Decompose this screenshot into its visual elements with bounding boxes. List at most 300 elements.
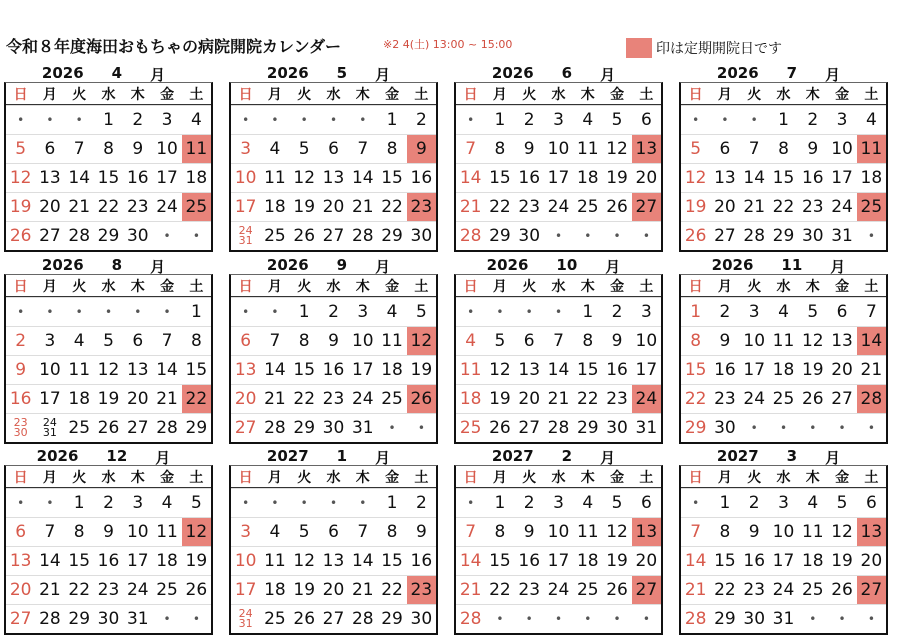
month-title — [444, 256, 663, 274]
month-title — [444, 447, 663, 465]
day-cell: 1 — [681, 297, 710, 326]
weekday-label: 土 — [182, 275, 211, 297]
day-cell: 16 — [602, 355, 631, 384]
day-cell: 14 — [348, 546, 377, 575]
day-cell: 1 — [182, 297, 211, 326]
day-cell: 13 — [319, 546, 348, 575]
day-cell: 11 — [573, 517, 602, 546]
day-cell: 8 — [485, 134, 514, 163]
day-cell: 9 — [798, 134, 827, 163]
day-cell: 22 — [573, 384, 602, 413]
day-cell: • — [681, 105, 710, 134]
month-title-month: 6 — [561, 64, 573, 82]
day-cell: 29 — [94, 221, 123, 250]
day-cell: 4 — [573, 488, 602, 517]
weekday-label: 月 — [35, 275, 64, 297]
day-cell: 11 — [152, 517, 181, 546]
day-cell: 6 — [231, 326, 260, 355]
day-cell: 23 — [798, 192, 827, 221]
day-cell: 19 — [602, 163, 631, 192]
day-cell: 27 — [710, 221, 739, 250]
day-cell: 23 — [515, 575, 544, 604]
day-cell: 27 — [231, 413, 260, 442]
day-cell: 25 — [769, 384, 798, 413]
open-day-cell: 28 — [857, 384, 886, 413]
day-cell: • — [544, 297, 573, 326]
day-cell: 20 — [710, 192, 739, 221]
month-calendar — [229, 256, 438, 444]
day-cell: • — [485, 604, 514, 633]
month-title-month_unit: 月 — [830, 258, 846, 276]
month-title-month_unit: 月 — [825, 449, 841, 467]
weekday-label: 土 — [632, 466, 661, 488]
month-day-grid — [454, 274, 663, 444]
day-cell: 22 — [377, 575, 406, 604]
day-cell: 8 — [65, 517, 94, 546]
day-cell: • — [290, 488, 319, 517]
day-cell: 14 — [348, 163, 377, 192]
day-cell: 17 — [544, 546, 573, 575]
weekday-label: 土 — [632, 83, 661, 105]
weekday-label: 月 — [35, 466, 64, 488]
weekday-label: 日 — [681, 466, 710, 488]
month-calendar — [4, 256, 213, 444]
day-cell: 7 — [348, 134, 377, 163]
day-cell: 22 — [769, 192, 798, 221]
day-cell: 17 — [231, 192, 260, 221]
day-cell: 30 — [740, 604, 769, 633]
weekday-label: 日 — [231, 83, 260, 105]
month-title-month: 8 — [111, 256, 123, 274]
day-cell: • — [632, 221, 661, 250]
day-cell: 18 — [798, 546, 827, 575]
day-cell: 15 — [377, 546, 406, 575]
day-cell: 10 — [348, 326, 377, 355]
day-cell: 17 — [769, 546, 798, 575]
day-cell: 21 — [544, 384, 573, 413]
weekday-label: 水 — [319, 466, 348, 488]
month-title — [0, 256, 213, 274]
day-cell: 21 — [681, 575, 710, 604]
day-cell: 3 — [231, 134, 260, 163]
weekday-label: 月 — [710, 83, 739, 105]
weekday-label: 金 — [377, 466, 406, 488]
day-cell: • — [348, 488, 377, 517]
day-cell: 26 — [602, 575, 631, 604]
day-cell: 20 — [35, 192, 64, 221]
open-day-cell: 25 — [857, 192, 886, 221]
day-cell: 14 — [152, 355, 181, 384]
day-cell: • — [857, 221, 886, 250]
day-cell: • — [6, 105, 35, 134]
day-cell: 18 — [857, 163, 886, 192]
day-cell: • — [740, 105, 769, 134]
day-cell: 31 — [769, 604, 798, 633]
day-cell: 24 — [740, 384, 769, 413]
day-cell: • — [573, 604, 602, 633]
day-cell: 25 — [260, 604, 289, 633]
day-cell: 17 — [544, 163, 573, 192]
day-cell: 19 — [182, 546, 211, 575]
month-title — [669, 64, 888, 82]
day-cell: 2 — [407, 488, 436, 517]
day-cell: 25 — [377, 384, 406, 413]
day-cell: 14 — [260, 355, 289, 384]
weekday-label: 日 — [231, 275, 260, 297]
day-cell: 25 — [456, 413, 485, 442]
day-cell: 5 — [182, 488, 211, 517]
day-cell: 15 — [485, 546, 514, 575]
day-cell: 7 — [681, 517, 710, 546]
day-cell: 29 — [485, 221, 514, 250]
day-cell: 30 — [123, 221, 152, 250]
day-cell: 29 — [65, 604, 94, 633]
day-cell: 26 — [827, 575, 856, 604]
day-cell: 20 — [319, 192, 348, 221]
day-cell: • — [573, 221, 602, 250]
weekday-label: 金 — [602, 275, 631, 297]
day-cell: 26 — [290, 221, 319, 250]
weekday-label: 水 — [544, 83, 573, 105]
month-title-month: 5 — [336, 64, 348, 82]
day-cell: 21 — [456, 192, 485, 221]
day-cell: 3 — [348, 297, 377, 326]
day-cell: 18 — [573, 163, 602, 192]
day-cell: 19 — [798, 355, 827, 384]
day-cell: 25 — [798, 575, 827, 604]
day-cell: 23 — [319, 384, 348, 413]
day-cell: 22 — [65, 575, 94, 604]
month-title-year: 2027 — [491, 447, 534, 465]
weekday-label: 木 — [573, 275, 602, 297]
day-cell: 4 — [260, 134, 289, 163]
day-cell: • — [456, 105, 485, 134]
day-cell: 14 — [35, 546, 64, 575]
day-cell: 28 — [544, 413, 573, 442]
day-cell: 4 — [456, 326, 485, 355]
month-title — [0, 64, 213, 82]
day-cell: 16 — [710, 355, 739, 384]
month-calendar — [4, 64, 213, 252]
weekday-label: 土 — [182, 466, 211, 488]
weekday-label: 木 — [348, 275, 377, 297]
weekday-label: 土 — [182, 83, 211, 105]
day-cell: 13 — [710, 163, 739, 192]
day-cell: • — [152, 221, 181, 250]
day-cell: 7 — [456, 517, 485, 546]
month-calendar — [679, 64, 888, 252]
day-cell: 3 — [35, 326, 64, 355]
month-title-year: 2026 — [41, 64, 84, 82]
day-cell: 12 — [290, 163, 319, 192]
month-title-year: 2026 — [266, 256, 309, 274]
day-cell: • — [769, 413, 798, 442]
day-cell: 8 — [377, 517, 406, 546]
weekday-label: 木 — [123, 275, 152, 297]
day-cell: • — [827, 604, 856, 633]
weekday-label: 火 — [740, 83, 769, 105]
day-cell: 12 — [681, 163, 710, 192]
weekday-label: 月 — [485, 275, 514, 297]
weekday-label: 日 — [456, 466, 485, 488]
day-cell: 25 — [152, 575, 181, 604]
day-cell: • — [35, 105, 64, 134]
day-cell: 20 — [319, 575, 348, 604]
day-cell: • — [798, 604, 827, 633]
day-cell: 14 — [456, 163, 485, 192]
day-cell: 27 — [319, 221, 348, 250]
day-cell: 5 — [602, 488, 631, 517]
month-title-month_unit: 月 — [375, 449, 391, 467]
day-cell: 14 — [456, 546, 485, 575]
day-cell: • — [94, 297, 123, 326]
month-title-month: 1 — [336, 447, 348, 465]
month-title-month: 10 — [556, 256, 578, 274]
day-cell: 27 — [35, 221, 64, 250]
weekday-label: 木 — [348, 83, 377, 105]
day-cell: 2 — [6, 326, 35, 355]
day-cell: 12 — [798, 326, 827, 355]
day-cell: 9 — [515, 134, 544, 163]
day-cell: 26 — [798, 384, 827, 413]
day-cell: 19 — [6, 192, 35, 221]
weekday-label: 火 — [515, 83, 544, 105]
weekday-label: 金 — [377, 275, 406, 297]
day-cell: 19 — [290, 575, 319, 604]
day-cell: 21 — [260, 384, 289, 413]
day-cell: 4 — [573, 105, 602, 134]
day-cell: 6 — [632, 105, 661, 134]
open-day-cell: 9 — [407, 134, 436, 163]
day-cell: 13 — [319, 163, 348, 192]
weekday-label: 水 — [769, 466, 798, 488]
day-cell: 20 — [857, 546, 886, 575]
day-cell: 14 — [740, 163, 769, 192]
day-cell: 23 — [710, 384, 739, 413]
weekday-label: 土 — [632, 275, 661, 297]
day-cell: • — [182, 221, 211, 250]
day-cell: 16 — [6, 384, 35, 413]
day-cell: 7 — [544, 326, 573, 355]
legend-swatch — [626, 38, 652, 58]
day-cell: 6 — [35, 134, 64, 163]
day-cell: 13 — [231, 355, 260, 384]
day-cell: • — [710, 105, 739, 134]
day-cell: • — [456, 297, 485, 326]
day-cell: 19 — [485, 384, 514, 413]
day-cell: • — [260, 297, 289, 326]
open-day-cell: 11 — [182, 134, 211, 163]
weekday-label: 金 — [827, 83, 856, 105]
day-cell: 16 — [407, 163, 436, 192]
day-cell: 12 — [485, 355, 514, 384]
day-cell: 7 — [260, 326, 289, 355]
weekday-label: 水 — [319, 83, 348, 105]
day-cell: 15 — [485, 163, 514, 192]
day-cell: 28 — [152, 413, 181, 442]
day-cell: 5 — [290, 134, 319, 163]
month-title-year: 2026 — [486, 256, 529, 274]
day-cell: 15 — [290, 355, 319, 384]
day-cell: 12 — [602, 134, 631, 163]
day-cell: 29 — [290, 413, 319, 442]
day-cell: 4 — [798, 488, 827, 517]
day-cell: 8 — [290, 326, 319, 355]
month-title-year: 2026 — [716, 64, 759, 82]
day-cell: 15 — [377, 163, 406, 192]
day-cell: • — [681, 488, 710, 517]
day-cell: 26 — [6, 221, 35, 250]
day-cell: 4 — [857, 105, 886, 134]
day-cell: 2 — [94, 488, 123, 517]
day-cell: 12 — [602, 517, 631, 546]
day-cell: 9 — [710, 326, 739, 355]
day-cell: 3 — [152, 105, 181, 134]
weekday-label: 月 — [260, 83, 289, 105]
month-calendar — [454, 447, 663, 635]
day-cell: 27 — [123, 413, 152, 442]
month-title-year: 2026 — [491, 64, 534, 82]
day-cell: 6 — [319, 134, 348, 163]
day-cell: 15 — [769, 163, 798, 192]
weekday-label: 金 — [152, 275, 181, 297]
month-day-grid — [4, 274, 213, 444]
month-day-grid — [679, 465, 888, 635]
day-cell: 3 — [632, 297, 661, 326]
day-cell: 14 — [65, 163, 94, 192]
month-calendar — [229, 447, 438, 635]
day-cell: 23 — [740, 575, 769, 604]
day-cell: • — [182, 604, 211, 633]
month-day-grid — [679, 274, 888, 444]
day-cell: 10 — [231, 163, 260, 192]
weekday-label: 木 — [798, 275, 827, 297]
day-cell: • — [6, 488, 35, 517]
day-cell: 16 — [94, 546, 123, 575]
day-cell: 24 — [769, 575, 798, 604]
day-cell: 28 — [260, 413, 289, 442]
day-cell: 4 — [260, 517, 289, 546]
day-cell: 25 — [260, 221, 289, 250]
legend — [626, 38, 782, 58]
day-cell: • — [602, 604, 631, 633]
weekday-label: 火 — [65, 466, 94, 488]
day-cell: 24 — [348, 384, 377, 413]
month-title-month: 3 — [786, 447, 798, 465]
day-cell: 14 — [544, 355, 573, 384]
day-cell: 16 — [740, 546, 769, 575]
weekday-label: 月 — [485, 466, 514, 488]
day-cell: 2 — [515, 105, 544, 134]
day-cell: 16 — [515, 546, 544, 575]
day-cell: 26 — [94, 413, 123, 442]
day-cell: 24 — [544, 575, 573, 604]
weekday-label: 日 — [681, 275, 710, 297]
month-title-month_unit: 月 — [155, 449, 171, 467]
month-day-grid — [454, 82, 663, 252]
day-cell: • — [827, 413, 856, 442]
day-cell: 14 — [681, 546, 710, 575]
day-cell: 28 — [681, 604, 710, 633]
day-cell: • — [231, 297, 260, 326]
day-cell: 11 — [573, 134, 602, 163]
day-cell: 15 — [94, 163, 123, 192]
weekday-label: 金 — [602, 466, 631, 488]
day-cell: • — [515, 297, 544, 326]
day-cell: 19 — [290, 192, 319, 221]
day-cell: 2 — [515, 488, 544, 517]
day-cell: 30 — [319, 413, 348, 442]
month-title-month: 9 — [336, 256, 348, 274]
day-cell: 5 — [827, 488, 856, 517]
day-cell: 16 — [798, 163, 827, 192]
day-cell: • — [231, 105, 260, 134]
day-cell: 20 — [231, 384, 260, 413]
day-cell: 10 — [152, 134, 181, 163]
day-cell: • — [798, 413, 827, 442]
day-cell: 22 — [377, 192, 406, 221]
day-cell: 30 — [407, 221, 436, 250]
day-cell: 28 — [456, 221, 485, 250]
day-cell: 3 — [827, 105, 856, 134]
day-cell: 15 — [182, 355, 211, 384]
weekday-label: 日 — [456, 275, 485, 297]
weekday-label: 土 — [857, 466, 886, 488]
month-day-grid — [679, 82, 888, 252]
day-cell: 30 — [94, 604, 123, 633]
day-cell: 20 — [632, 546, 661, 575]
month-day-grid — [454, 465, 663, 635]
weekday-label: 日 — [6, 466, 35, 488]
day-cell: 29 — [710, 604, 739, 633]
day-cell: 4 — [769, 297, 798, 326]
day-cell: 3 — [740, 297, 769, 326]
weekday-label: 月 — [485, 83, 514, 105]
day-cell: • — [152, 297, 181, 326]
month-title-month: 12 — [106, 447, 128, 465]
day-cell: 17 — [35, 384, 64, 413]
day-cell: 17 — [152, 163, 181, 192]
open-day-cell: 13 — [857, 517, 886, 546]
weekday-label: 火 — [65, 83, 94, 105]
day-cell: 22 — [485, 575, 514, 604]
day-cell: 3 — [544, 488, 573, 517]
weekday-label: 月 — [260, 275, 289, 297]
day-cell: 8 — [94, 134, 123, 163]
day-cell: 31 — [632, 413, 661, 442]
day-cell: 26 — [182, 575, 211, 604]
weekday-label: 木 — [123, 466, 152, 488]
day-cell: 27 — [827, 384, 856, 413]
day-cell: 8 — [769, 134, 798, 163]
weekday-label: 火 — [65, 275, 94, 297]
day-cell: 5 — [798, 297, 827, 326]
day-cell: 30 — [710, 413, 739, 442]
day-cell: 31 — [827, 221, 856, 250]
day-cell: 31 — [348, 413, 377, 442]
day-cell: • — [377, 413, 406, 442]
day-cell: 30 — [407, 604, 436, 633]
day-cell: 28 — [348, 221, 377, 250]
day-cell: 11 — [260, 163, 289, 192]
weekday-label: 火 — [515, 275, 544, 297]
month-title-month_unit: 月 — [825, 66, 841, 84]
day-cell: • — [152, 604, 181, 633]
month-title — [219, 447, 438, 465]
day-cell: 5 — [6, 134, 35, 163]
day-cell: 21 — [857, 355, 886, 384]
open-day-cell: 12 — [407, 326, 436, 355]
